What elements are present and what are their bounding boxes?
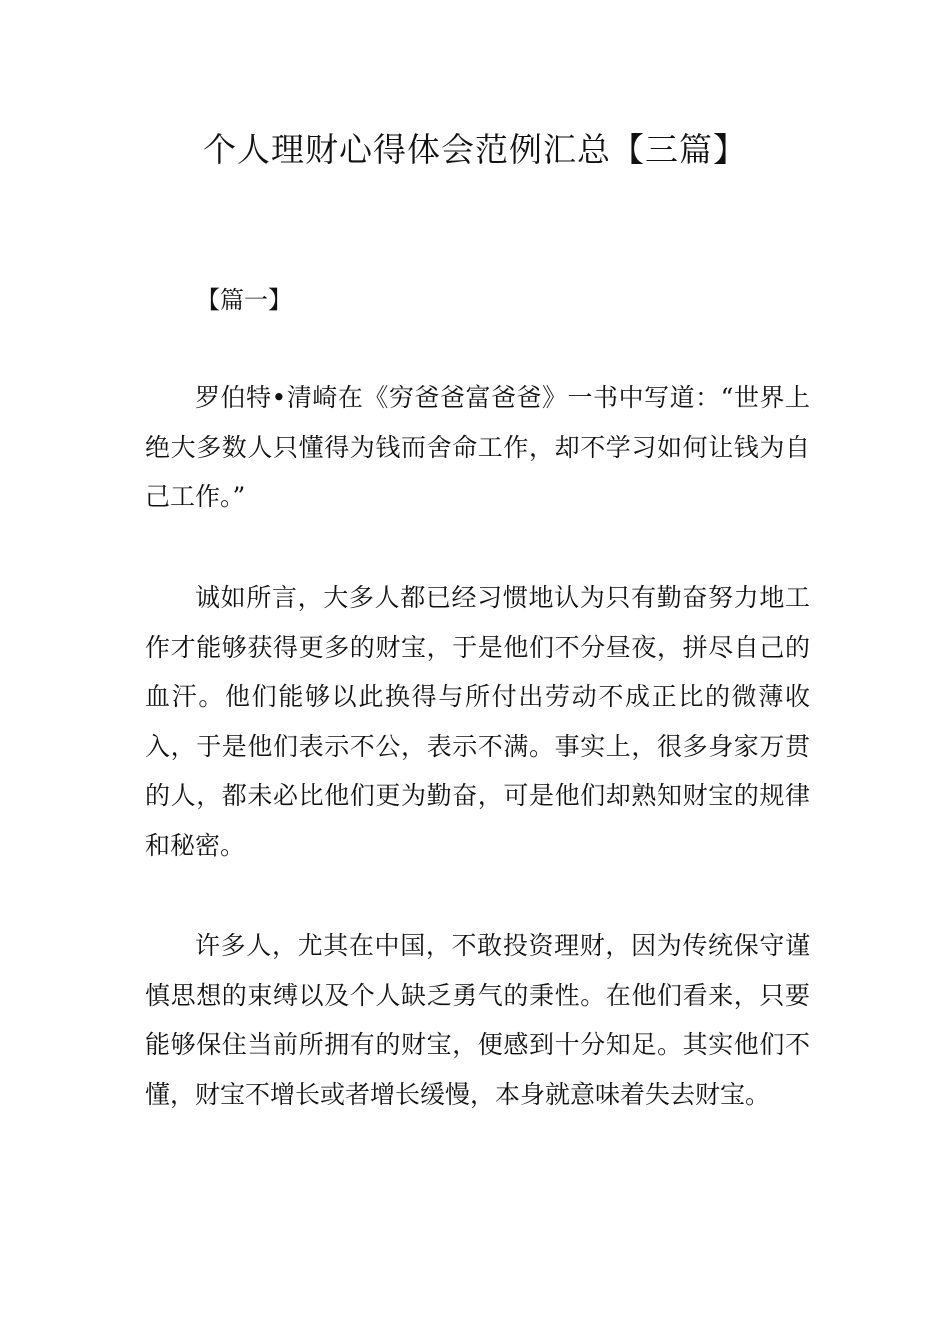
page-title: 个人理财心得体会范例汇总【三篇】: [203, 130, 747, 169]
section-heading: 【篇一】: [196, 286, 292, 314]
paragraph-1: 罗伯特•清崎在《穷爸爸富爸爸》一书中写道：“世界上绝大多数人只懂得为钱而舍命工作，却不学习如何让钱为自己工作。”: [145, 383, 810, 511]
paragraph-3: 许多人，尤其在中国，不敢投资理财，因为传统保守谨慎思想的束缚以及个人缺乏勇气的秉性。在他们看来，只要能够保住当前所拥有的财宝，便感到十分知足。其实他们不懂，财宝不增长或者增长缓慢，本身就意味着失去财宝。: [145, 931, 810, 1109]
paragraph-2: 诚如所言，大多人都已经习惯地认为只有勤奋努力地工作才能够获得更多的财宝，于是他们不分昼夜，拼尽自己的血汗。他们能够以此换得与所付出劳动不成正比的微薄收入，于是他们表示不公，表示不满。事实上，很多身家万贯的人，都未必比他们更为勤奋，可是他们却熟知财宝的规律和秘密。: [145, 583, 810, 860]
